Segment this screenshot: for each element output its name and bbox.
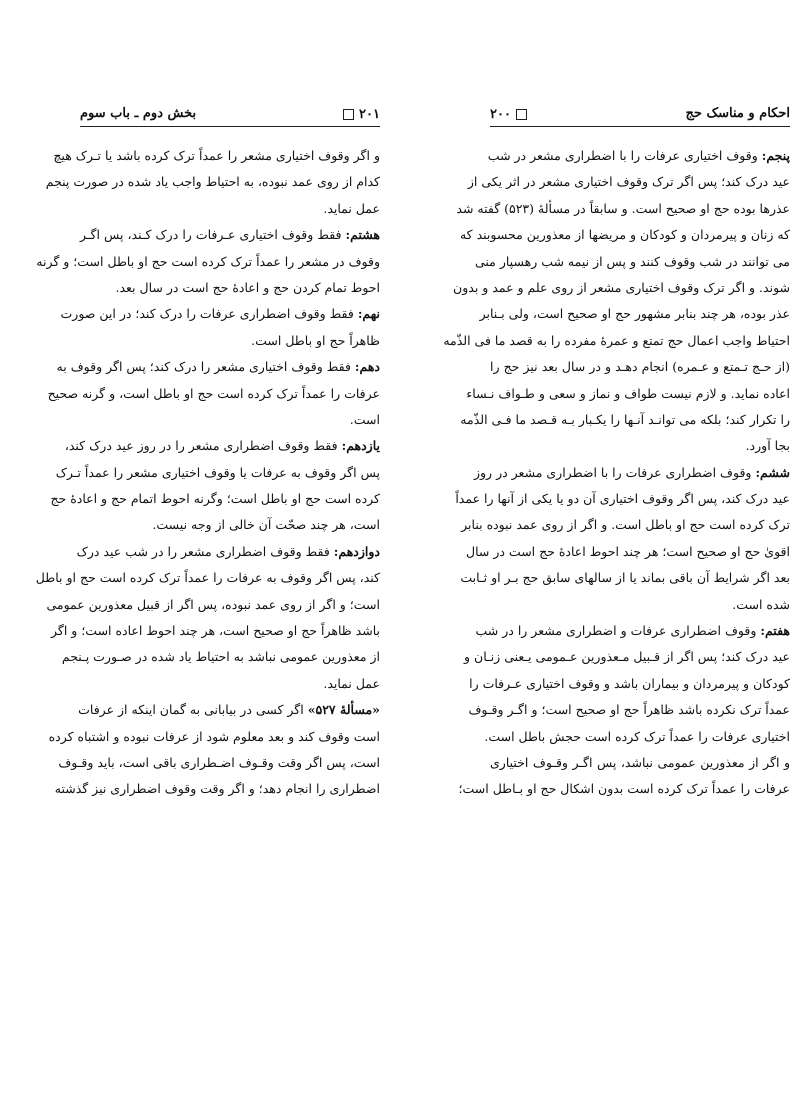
text-line [490, 354, 790, 380]
text-line [490, 592, 790, 618]
text-line [474, 249, 790, 275]
text-line [56, 354, 380, 380]
text-line [80, 196, 380, 222]
text-line [475, 618, 790, 644]
page-body [35, 143, 380, 803]
line-text: اضطراری را انجام دهد؛ و اگر وقت وقوف اضطراری نیز گذشته [54, 781, 380, 797]
line-text: کدام از روی عمد نبوده، به احتیاط واجب یاد شده در صورت پنجم [45, 174, 380, 190]
text-line [54, 776, 380, 802]
line-text: که زنان و پیرمردان و کودکان و مریضها از معذورین محسوبند که [459, 227, 790, 243]
line-text: و اگر وقوف اختیاری مشعر را عمداً ترک کرده باشد یا تـرک هیچ [53, 148, 380, 163]
text-line [455, 486, 790, 512]
text-line [80, 328, 380, 354]
line-text: فقط وقوف اضطراری مشعر را در شب عید درک [76, 543, 330, 559]
text-line [466, 539, 790, 565]
line-text: کند، پس اگر وقوف به عرفات را عمداً ترک کرده است حج او باطل [35, 570, 380, 586]
text-line [45, 169, 380, 195]
line-text: است؛ و اگر از روی عمد نبوده، پس اگر از قبیل معذورین عمومی [46, 596, 380, 612]
line-text: می توانند در شب وقوف کنند و پس از نیمه شب رهسپار منی [474, 253, 790, 269]
paragraph [60, 301, 380, 354]
square-box-icon [516, 109, 527, 120]
text-line [490, 750, 790, 776]
paragraph [443, 143, 790, 460]
line-text: است، هر چند صحّت آن خالی از وجه نیست. [152, 517, 380, 533]
paragraph [47, 354, 380, 433]
line-text: عرفات را عمداً ترک کرده است حج او باطل است، و گرنه صحیح [47, 385, 380, 401]
line-text: فقط وقوف اضطراری مشعر را در روز عید درک کند، [64, 438, 338, 454]
text-line [468, 697, 790, 723]
line-text: بجا آورد. [745, 438, 790, 454]
line-text: احوط تمام کردن حج و اعادهٔ حج است در سال بعد. [115, 279, 380, 295]
paragraph-lead: نهم: [357, 306, 380, 322]
line-text: کودکان و پیرمردان و بیماران باشد و وقوف اختیاری عـرفات را [469, 675, 790, 691]
text-line [80, 407, 380, 433]
paragraph [458, 750, 790, 803]
line-text: کرده است حج او باطل است؛ وگرنه احوط اتمام حج و اعادهٔ حج [50, 491, 380, 507]
paragraph [464, 618, 790, 750]
line-text: عمل نماید. [323, 675, 380, 691]
page-header [490, 100, 790, 127]
text-line [443, 328, 790, 354]
text-line [47, 381, 380, 407]
text-line [50, 486, 380, 512]
text-line [76, 539, 380, 565]
paragraph-lead: «مسألهٔ ۵۲۷» [307, 702, 380, 718]
text-line [53, 143, 380, 169]
text-line [80, 275, 380, 301]
page-number: ۲۰۰ [490, 107, 511, 122]
line-text: عید درک کند؛ پس اگر ترک وقوف اختیاری مشعر در اثر یکی از [467, 174, 790, 190]
text-line [459, 222, 790, 248]
line-text: اعاده نماید. و لازم نیست طواف و نماز و سعی و طـواف نـساء [466, 385, 790, 401]
line-text: فقط وقوف اضطراری عرفات را درک کند؛ در این صورت [60, 306, 354, 322]
line-text: پس اگر وقوف به عرفات یا وقوف اختیاری مشعر را عمداً تـرک [55, 464, 380, 480]
line-text: است، پس اگر وقت وقـوف اضـطراری باقی است، باید وقـوف [58, 754, 380, 770]
text-line [453, 275, 790, 301]
paragraph-lead: هشتم: [345, 227, 380, 243]
paragraph-lead: دهم: [354, 359, 380, 375]
line-text: شوند. و اگر ترک وقوف اختیاری مشعر از روی علم و عمد و بدون [453, 279, 790, 295]
page-body [443, 143, 790, 803]
page-number-block [490, 107, 527, 122]
line-text: فقط وقوف اختیاری عـرفات را درک کـند، پس اگـر [80, 227, 342, 243]
text-line [458, 776, 790, 802]
page-number-block [343, 107, 380, 122]
line-text: اقویٰ حج او صحیح است؛ هر چند احوط اعادهٔ حج است در سال [466, 543, 790, 559]
line-text: است وقوف کند و بعد معلوم شود از عرفات نبوده و اشتباه کرده [48, 728, 380, 744]
paragraph [36, 222, 380, 301]
page-number: ۲۰۱ [359, 107, 380, 122]
text-line [484, 724, 790, 750]
line-text: و اگر از معذورین عمومی نباشد، پس اگـر وقـوف اختیاری [490, 754, 790, 770]
line-text: فقط وقوف اختیاری مشعر را درک کند؛ پس اگر وقوف به [56, 359, 351, 375]
line-text: عید درک کند، پس اگر وقوف اختیاری آن دو یا یکی از آنها را عمداً [455, 491, 790, 507]
page-header [80, 100, 380, 127]
line-text: ظاهراً حج او باطل است. [251, 332, 380, 348]
text-line [466, 381, 790, 407]
line-text: عرفات را عمداً ترک کرده است بدون اشکال حج او بـاطل است؛ [458, 781, 790, 797]
line-text: وقوف در مشعر را عمداً ترک کرده است حج او باطل است؛ و گرنه [36, 253, 380, 269]
line-text: عمل نماید. [323, 200, 380, 216]
paragraph-lead: ششم: [755, 464, 790, 480]
text-line [61, 644, 380, 670]
paragraph [455, 460, 790, 618]
text-line [490, 433, 790, 459]
text-line [36, 249, 380, 275]
text-line [460, 565, 790, 591]
paragraph-lead: پنجم: [761, 148, 790, 163]
text-line [58, 750, 380, 776]
text-line [80, 512, 380, 538]
text-line [60, 301, 380, 327]
paragraph-lead: یازدهم: [341, 438, 380, 454]
line-text: است. [349, 411, 380, 427]
line-text: وقوف اختیاری عرفات را با اضطراری مشعر در شب [487, 148, 758, 163]
line-text: وقوف اضطراری عرفات را با اضطراری مشعر در روز [473, 464, 752, 480]
text-line [456, 196, 790, 222]
text-line [48, 724, 380, 750]
paragraph [48, 697, 380, 803]
text-line [64, 433, 380, 459]
line-text: اگر کسی در بیابانی به گمان اینکه از عرفات [78, 702, 304, 718]
line-text: از معذورین عمومی نباشد به احتیاط یاد شده در صـورت پـنجم [61, 649, 380, 665]
text-line [460, 407, 790, 433]
line-text: اختیاری عرفات را عمداً ترک کرده است حجش باطل است. [484, 728, 790, 744]
paragraph [45, 143, 380, 222]
text-line [80, 222, 380, 248]
paragraph-lead: هفتم: [760, 623, 790, 639]
paragraph [50, 433, 380, 539]
line-text: عذرها بوده حج او صحیح است. و سابقاً در مسألهٔ (۵۲۳) گفته شد [456, 200, 790, 216]
line-text: عمداً ترک نکرده باشد ظاهراً حج او صحیح است؛ و اگـر وقـوف [468, 702, 790, 718]
text-line [80, 697, 380, 723]
text-line [473, 460, 790, 486]
line-text: باشد ظاهراً حج او صحیح است، هر چند احوط اعاده است؛ و اگر [51, 623, 380, 639]
line-text: (از حـج تـمتع و عـمره) انجام دهـد و در سال بعد نیز حج را [490, 359, 790, 375]
text-line [46, 592, 380, 618]
text-line [80, 671, 380, 697]
left-page [35, 100, 380, 803]
text-line [461, 512, 790, 538]
text-line [464, 644, 790, 670]
line-text: عذر بوده، هر چند بنابر مشهور حج او صحیح است، ولی بـنابر [479, 306, 790, 322]
text-line [467, 169, 790, 195]
line-text: شده است. [732, 596, 790, 612]
text-line [55, 460, 380, 486]
line-text: عید درک کند؛ پس اگر از قـبیل مـعذورین عـمومی یـعنی زنـان و [464, 649, 790, 665]
line-text: ترک کرده است حج او باطل است. و اگر از روی عمد نبوده بنابر [461, 517, 790, 533]
text-line [479, 301, 790, 327]
paragraph-lead: دوازدهم: [333, 543, 380, 559]
right-page [443, 100, 790, 803]
line-text: را تکرار کند؛ بلکه می توانـد آنـها را یکـبار بـه قـصد ما فـی الذّمه [460, 411, 790, 427]
line-text: احتیاط واجب اعمال حج تمتع و عمرهٔ مفرده را به قصد ما فی الذّمه [443, 332, 790, 348]
text-line [469, 671, 790, 697]
header-title: احکام و مناسک حج [685, 106, 790, 121]
line-text: وقوف اضطراری عرفات و اضطراری مشعر را در شب [475, 623, 757, 639]
text-line [35, 565, 380, 591]
line-text: بعد اگر شرایط آن باقی بماند یا از سالهای سابق حج بـر او ثـابت [460, 570, 790, 586]
text-line [51, 618, 380, 644]
paragraph [35, 539, 380, 697]
text-line [487, 143, 790, 169]
header-title: بخش دوم ـ باب سوم [80, 106, 197, 121]
square-box-icon [343, 109, 354, 120]
